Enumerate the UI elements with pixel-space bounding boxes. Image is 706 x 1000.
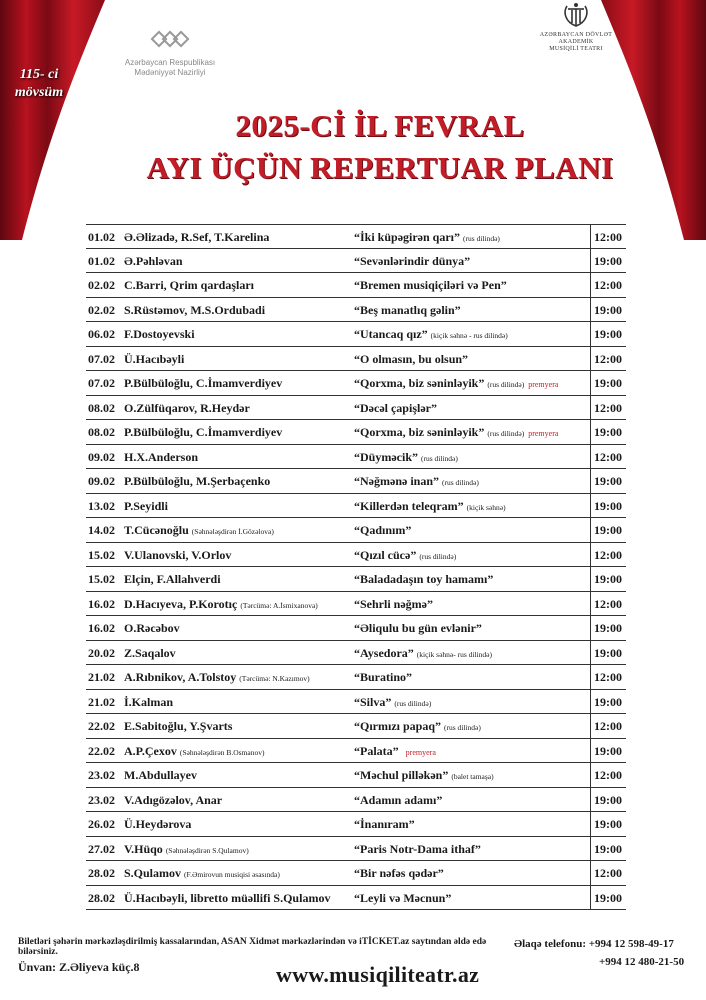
- row-date: 01.02: [88, 253, 115, 268]
- play-title: “O olmasın, bu olsun”: [354, 351, 469, 366]
- author-name: V.Hüqo: [124, 841, 163, 856]
- play-title: “Məchul pilləkən”: [354, 768, 449, 782]
- play-title: “Beş manatlıq gəlin”: [354, 302, 461, 317]
- play-title: “Qorxma, biz səninləyik”: [354, 425, 485, 439]
- row-play: [354, 788, 586, 814]
- page-title-line1: 2025-Cİ İL FEVRAL: [235, 108, 525, 143]
- author-note: (Tərcümə: N.Kazımov): [239, 674, 310, 683]
- page-title-line2: AYI ÜÇÜN REPERTUAR PLANI: [146, 150, 614, 185]
- row-date: 21.02: [88, 670, 115, 684]
- left-curtain: [0, 0, 105, 240]
- repertoire-table: [86, 224, 626, 910]
- row-author: [124, 469, 346, 495]
- row-author: [124, 763, 346, 789]
- author-note: (Tərcümə: A.İsmixanova): [240, 600, 318, 610]
- row-time: 12:00: [590, 445, 626, 469]
- row-play: [354, 837, 586, 863]
- author-name: Ü.Hacıbəyli, libretto müəllifi S.Qulamov: [124, 890, 331, 905]
- row-author: [124, 347, 346, 373]
- play-note: (rus dilində): [421, 453, 458, 463]
- play-note: (rus dilində): [442, 478, 479, 487]
- table-row: [86, 837, 626, 862]
- author-name: T.Cücənoğlu: [124, 523, 189, 537]
- row-play: [354, 812, 586, 838]
- row-play: [354, 592, 586, 618]
- row-play: [354, 543, 586, 569]
- table-row: [86, 592, 626, 617]
- play-title: “Qırmızı papaq”: [354, 719, 442, 733]
- row-time: 12:00: [590, 347, 626, 371]
- table-row: [86, 371, 626, 396]
- row-time: 19:00: [590, 788, 626, 812]
- play-title: “Əliqulu bu gün evlənir”: [354, 621, 482, 635]
- row-author: [124, 298, 346, 324]
- row-date: 02.02: [88, 278, 115, 292]
- row-date: 06.02: [88, 327, 115, 341]
- table-row: [86, 641, 626, 666]
- play-title: “Düyməcik”: [354, 449, 418, 464]
- row-author: [124, 249, 346, 275]
- row-play: [354, 518, 586, 544]
- table-row: [86, 469, 626, 494]
- row-author: [124, 273, 346, 299]
- table-row: [86, 494, 626, 519]
- premiere-badge: premyera: [528, 380, 559, 389]
- row-author: [124, 812, 346, 838]
- author-name: A.Rıbnikov, A.Tolstoy: [124, 670, 237, 684]
- row-time: 19:00: [590, 567, 626, 591]
- ticket-info: Biletləri şəhərin mərkəzləşdirilmiş kassalarından, ASAN Xidmət mərkəzlərindən və iTİCKET.az saytından əldə edə bilərsiniz.: [18, 937, 487, 957]
- row-date: 08.02: [88, 425, 115, 439]
- author-name: İ.Kalman: [124, 694, 174, 709]
- table-row: [86, 273, 626, 298]
- table-row: [86, 543, 626, 568]
- row-time: 19:00: [590, 641, 626, 665]
- row-date: 28.02: [88, 866, 115, 880]
- table-row: [86, 665, 626, 690]
- row-date: 16.02: [88, 596, 115, 611]
- contact-phone-2: +994 12 480-21-50: [599, 956, 685, 968]
- row-play: [354, 714, 586, 740]
- row-time: 19:00: [590, 298, 626, 322]
- author-name: S.Qulamov: [124, 866, 182, 880]
- table-row: [86, 812, 626, 837]
- theatre-name-line3: MUSİQİLİ TEATRI: [549, 46, 603, 52]
- row-author: [124, 494, 346, 520]
- theatre-name-line1: AZƏRBAYCAN DÖVLƏT: [539, 32, 613, 38]
- row-play: [354, 298, 586, 324]
- row-date: 20.02: [88, 645, 115, 660]
- author-name: V.Ulanovski, V.Orlov: [124, 547, 232, 562]
- play-title: “Sehrli nəğmə”: [354, 596, 433, 611]
- author-name: Ü.Hacıbəyli: [124, 351, 185, 366]
- row-play: [354, 494, 586, 520]
- play-note: (rus dilində): [444, 723, 481, 732]
- season-word: mövsüm: [14, 85, 64, 100]
- row-time: 12:00: [590, 592, 626, 616]
- table-row: [86, 861, 626, 886]
- row-time: 12:00: [590, 396, 626, 420]
- play-title: “Paris Notr-Dama ithaf”: [354, 841, 481, 856]
- play-note: (kiçik səhnə): [466, 502, 506, 512]
- table-row: [86, 739, 626, 764]
- author-name: Z.Saqalov: [124, 645, 176, 660]
- play-title: “Qızıl cücə”: [354, 547, 417, 562]
- row-date: 23.02: [88, 768, 115, 782]
- row-author: [124, 837, 346, 863]
- row-play: [354, 445, 586, 471]
- table-row: [86, 616, 626, 641]
- ministry-logo-icon: [150, 28, 190, 54]
- row-author: [124, 371, 346, 397]
- theatre-lyre-icon: [559, 2, 593, 30]
- row-time: 12:00: [590, 225, 626, 249]
- contact-label: Əlaqə telefonu:: [514, 938, 586, 950]
- row-date: 21.02: [88, 694, 115, 709]
- author-note: (Səhnələşdirən B.Osmanov): [179, 747, 265, 757]
- author-name: P.Bülbüloğlu, C.İmamverdiyev: [124, 425, 283, 439]
- season-number: 115- ci: [19, 67, 59, 82]
- row-play: [354, 861, 586, 887]
- row-play: [354, 567, 586, 593]
- row-play: [354, 347, 586, 373]
- author-name: Ə.Əlizadə, R.Sef, T.Karelina: [124, 230, 270, 244]
- row-date: 23.02: [88, 792, 115, 807]
- row-play: [354, 322, 586, 348]
- row-time: 19:00: [590, 690, 626, 714]
- row-author: [124, 445, 346, 471]
- row-date: 01.02: [88, 230, 115, 244]
- play-title: “Nəğmənə inan”: [354, 474, 439, 488]
- play-title: “Buratino”: [354, 670, 413, 684]
- author-name: P.Bülbüloğlu, M.Şerbaçenko: [124, 474, 271, 488]
- author-name: Ə.Pəhləvan: [124, 253, 183, 268]
- row-time: 19:00: [590, 886, 626, 910]
- table-row: [86, 249, 626, 274]
- row-time: 19:00: [590, 420, 626, 444]
- row-time: 12:00: [590, 763, 626, 787]
- premiere-badge: premyera: [405, 747, 436, 757]
- author-name: V.Adıgözəlov, Anar: [124, 792, 223, 807]
- row-time: 19:00: [590, 249, 626, 273]
- play-note: (kiçik səhnə - rus dilində): [430, 331, 508, 340]
- ministry-name-line1: Azərbaycan Respublikası: [124, 58, 216, 67]
- row-time: 12:00: [590, 861, 626, 885]
- row-author: [124, 616, 346, 642]
- table-row: [86, 788, 626, 813]
- author-name: C.Barri, Qrim qardaşları: [124, 278, 254, 292]
- row-play: [354, 371, 586, 397]
- author-name: P.Seyidli: [124, 498, 168, 513]
- table-row: [86, 396, 626, 421]
- play-title: “Adamın adamı”: [354, 792, 443, 807]
- table-row: [86, 224, 626, 249]
- table-row: [86, 322, 626, 347]
- ministry-name-line2: Mədəniyyət Nazirliyi: [134, 68, 206, 77]
- row-play: [354, 690, 586, 716]
- row-play: [354, 641, 586, 667]
- row-time: 19:00: [590, 494, 626, 518]
- row-time: 19:00: [590, 371, 626, 395]
- play-title: “Qorxma, biz səninləyik”: [354, 376, 485, 390]
- row-play: [354, 763, 586, 789]
- play-title: “Qadınım”: [354, 523, 412, 537]
- author-name: H.X.Anderson: [124, 449, 199, 464]
- table-row: [86, 518, 626, 543]
- row-date: 15.02: [88, 572, 115, 586]
- row-author: [124, 714, 346, 740]
- row-date: 14.02: [88, 523, 115, 537]
- play-note: (rus dilində): [463, 234, 500, 243]
- play-title: “Sevənlərindir dünya”: [354, 253, 471, 268]
- row-play: [354, 249, 586, 275]
- author-note: (Səhnələşdirən İ.Gözəlova): [191, 527, 274, 536]
- row-date: 07.02: [88, 376, 115, 390]
- row-author: [124, 788, 346, 814]
- row-author: [124, 567, 346, 593]
- play-title: “Bremen musiqiçiləri və Pen”: [354, 278, 507, 292]
- row-time: 19:00: [590, 322, 626, 346]
- row-time: 19:00: [590, 812, 626, 836]
- author-name: A.P.Çexov: [124, 743, 177, 758]
- author-name: P.Bülbüloğlu, C.İmamverdiyev: [124, 376, 283, 390]
- play-title: “Leyli və Məcnun”: [354, 890, 452, 905]
- row-time: 19:00: [590, 837, 626, 861]
- row-date: 13.02: [88, 498, 115, 513]
- theatre-block: [528, 2, 624, 53]
- row-play: [354, 225, 586, 251]
- row-play: [354, 739, 586, 765]
- row-play: [354, 616, 586, 642]
- author-name: O.Zülfüqarov, R.Heydər: [124, 400, 250, 415]
- play-note: (rus dilində): [487, 429, 525, 438]
- author-note: (Səhnələşdirən S.Qulamov): [165, 845, 249, 855]
- ministry-block: [110, 28, 230, 78]
- row-author: [124, 886, 346, 912]
- row-time: 12:00: [590, 543, 626, 567]
- author-name: Elçin, F.Allahverdi: [124, 572, 221, 586]
- row-date: 22.02: [88, 719, 115, 733]
- author-name: Ü.Heydərova: [124, 817, 192, 831]
- play-title: “Baladadaşın toy hamamı”: [354, 572, 494, 586]
- table-row: [86, 420, 626, 445]
- premiere-badge: premyera: [528, 429, 559, 438]
- row-play: [354, 665, 586, 691]
- row-time: 19:00: [590, 469, 626, 493]
- table-row: [86, 445, 626, 470]
- row-author: [124, 322, 346, 348]
- row-author: [124, 592, 346, 618]
- row-time: 12:00: [590, 665, 626, 689]
- play-note: (rus dilində): [487, 380, 525, 389]
- table-row: [86, 567, 626, 592]
- row-time: 19:00: [590, 739, 626, 763]
- row-date: 27.02: [88, 841, 115, 856]
- contact-block: [514, 935, 694, 971]
- row-author: [124, 396, 346, 422]
- play-title: “Silva”: [354, 694, 392, 709]
- row-date: 28.02: [88, 890, 115, 905]
- row-date: 07.02: [88, 351, 115, 366]
- table-row: [86, 763, 626, 788]
- theatre-name-line2: AKADEMİK: [558, 39, 594, 45]
- play-title: “İki küpəgirən qarı”: [354, 230, 461, 244]
- row-author: [124, 518, 346, 544]
- play-note: (rus dilində): [419, 551, 457, 561]
- row-author: [124, 739, 346, 765]
- row-play: [354, 420, 586, 446]
- row-date: 16.02: [88, 621, 115, 635]
- row-author: [124, 641, 346, 667]
- row-date: 22.02: [88, 743, 115, 758]
- author-name: D.Hacıyeva, P.Korotıç: [124, 596, 238, 611]
- author-note: (F.Əmirovun musiqisi əsasında): [184, 870, 280, 879]
- contact-phone-1: +994 12 598-49-17: [588, 938, 674, 950]
- row-date: 08.02: [88, 400, 115, 415]
- row-date: 09.02: [88, 449, 115, 464]
- author-name: F.Dostoyevski: [124, 327, 195, 341]
- row-time: 19:00: [590, 518, 626, 542]
- row-date: 02.02: [88, 302, 115, 317]
- row-date: 09.02: [88, 474, 115, 488]
- row-time: 19:00: [590, 616, 626, 640]
- play-note: (balet tamaşa): [451, 772, 494, 781]
- website-link[interactable]: www.musiqiliteatr.az: [276, 962, 480, 987]
- row-time: 12:00: [590, 714, 626, 738]
- table-row: [86, 347, 626, 372]
- address: Ünvan: Z.Əliyeva küç.8: [18, 960, 140, 974]
- row-play: [354, 396, 586, 422]
- table-row: [86, 690, 626, 715]
- row-author: [124, 665, 346, 691]
- row-play: [354, 273, 586, 299]
- row-author: [124, 420, 346, 446]
- table-row: [86, 298, 626, 323]
- author-name: M.Abdullayev: [124, 768, 198, 782]
- row-play: [354, 886, 586, 912]
- row-author: [124, 690, 346, 716]
- row-date: 26.02: [88, 817, 115, 831]
- play-title: “İnanıram”: [354, 817, 415, 831]
- row-play: [354, 469, 586, 495]
- table-row: [86, 714, 626, 739]
- row-date: 15.02: [88, 547, 115, 562]
- play-title: “Killerdən teleqram”: [354, 498, 464, 513]
- row-author: [124, 861, 346, 887]
- row-time: 12:00: [590, 273, 626, 297]
- season-label: [8, 66, 70, 102]
- author-name: O.Rəcəbov: [124, 621, 180, 635]
- row-author: [124, 543, 346, 569]
- play-note: (kiçik səhnə- rus dilində): [416, 649, 492, 659]
- row-author: [124, 225, 346, 251]
- play-title: “Utancaq qız”: [354, 327, 428, 341]
- table-row: [86, 886, 626, 911]
- play-title: “Palata”: [354, 743, 399, 758]
- author-name: E.Sabitoğlu, Y.Şvarts: [124, 719, 233, 733]
- play-title: “Bir nəfəs qədər”: [354, 866, 444, 880]
- play-title: “Aysedora”: [354, 645, 414, 660]
- play-title: “Dəcəl çapişlər”: [354, 400, 437, 415]
- play-note: (rus dilində): [394, 698, 432, 708]
- author-name: S.Rüstəmov, M.S.Ordubadi: [124, 302, 266, 317]
